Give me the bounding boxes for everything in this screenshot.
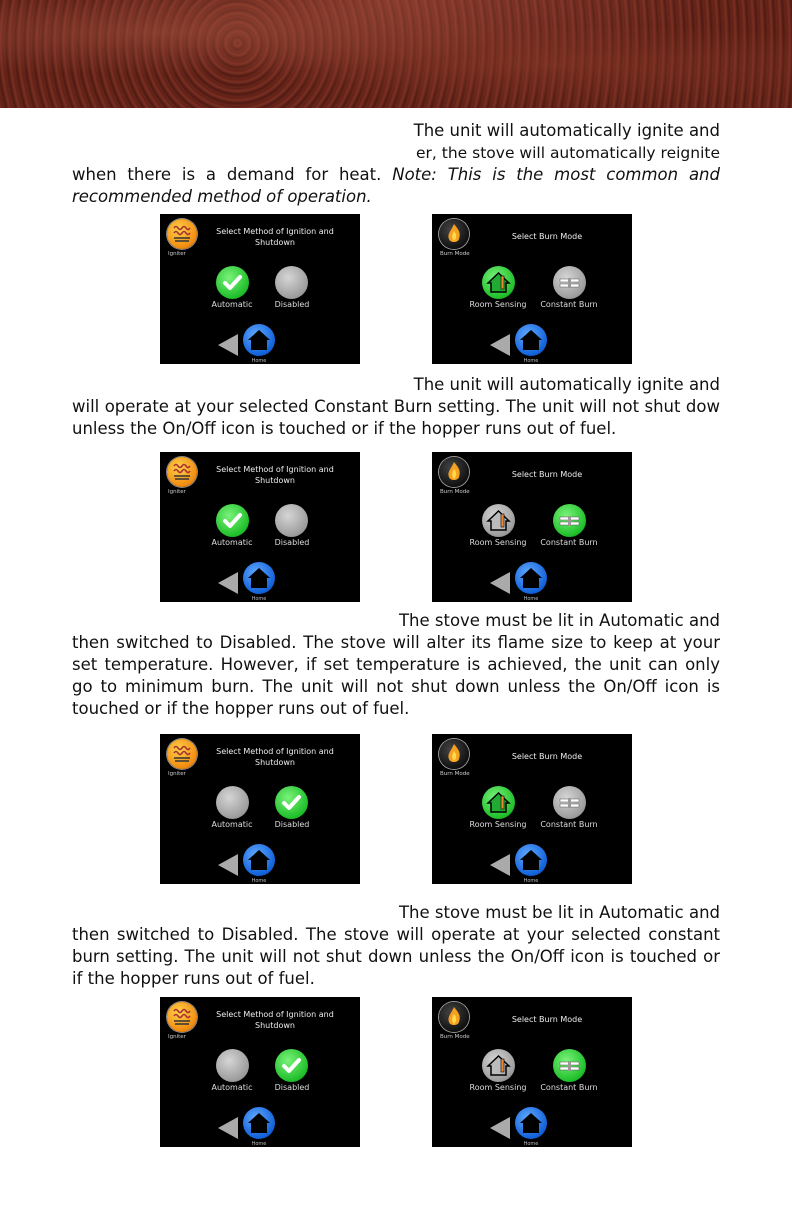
burn-mode-label: Burn Mode bbox=[440, 489, 470, 495]
section-1-line1: The unit will automatically ignite and bbox=[413, 121, 720, 140]
constant-burn-label: Constant Burn bbox=[540, 538, 598, 547]
section-1-note: Note: This is the most common and recommended method of operation. bbox=[72, 165, 720, 206]
burn-mode-icon[interactable] bbox=[439, 739, 469, 769]
section-1-body: when there is a demand for heat. bbox=[72, 165, 382, 184]
automatic-label: Automatic bbox=[211, 538, 253, 547]
disabled-button[interactable] bbox=[275, 504, 308, 537]
back-arrow-icon[interactable] bbox=[218, 854, 238, 876]
automatic-button[interactable] bbox=[216, 266, 249, 299]
section-1-line2: er, the stove will automatically reignite bbox=[416, 144, 720, 162]
section-3-line1: The stove must be lit in Automatic and bbox=[398, 611, 720, 630]
burn-mode-icon[interactable] bbox=[439, 1002, 469, 1032]
constant-burn-label: Constant Burn bbox=[540, 820, 598, 829]
igniter-screen bbox=[160, 734, 360, 884]
home-icon[interactable] bbox=[243, 324, 275, 356]
room-sensing-button[interactable] bbox=[482, 266, 515, 299]
home-icon[interactable] bbox=[243, 1107, 275, 1139]
igniter-label: Igniter bbox=[168, 771, 186, 777]
section-4-line1: The stove must be lit in Automatic and bbox=[398, 903, 720, 922]
automatic-button[interactable] bbox=[216, 1049, 249, 1082]
burn-mode-title: Select Burn Mode bbox=[511, 232, 583, 241]
igniter-icon[interactable] bbox=[167, 219, 197, 249]
room-sensing-button[interactable] bbox=[482, 1049, 515, 1082]
burn-mode-screen bbox=[432, 452, 632, 602]
igniter-label: Igniter bbox=[168, 1034, 186, 1040]
igniter-icon[interactable] bbox=[167, 1002, 197, 1032]
section-1-text bbox=[72, 120, 720, 208]
igniter-title: Select Method of Ignition and Shutdown bbox=[216, 1010, 334, 1030]
home-label: Home bbox=[251, 1141, 267, 1147]
igniter-title: Select Method of Ignition and Shutdown bbox=[216, 465, 334, 485]
constant-burn-label: Constant Burn bbox=[540, 300, 598, 309]
home-label: Home bbox=[523, 878, 539, 884]
disabled-button[interactable] bbox=[275, 266, 308, 299]
home-icon[interactable] bbox=[243, 562, 275, 594]
home-label: Home bbox=[523, 1141, 539, 1147]
room-sensing-button[interactable] bbox=[482, 504, 515, 537]
burn-mode-icon[interactable] bbox=[439, 457, 469, 487]
back-arrow-icon[interactable] bbox=[218, 572, 238, 594]
constant-burn-label: Constant Burn bbox=[540, 1083, 598, 1092]
disabled-label: Disabled bbox=[274, 820, 310, 829]
igniter-title: Select Method of Ignition and Shutdown bbox=[216, 227, 334, 247]
burn-mode-icon[interactable] bbox=[439, 219, 469, 249]
burn-mode-screen bbox=[432, 734, 632, 884]
burn-mode-title: Select Burn Mode bbox=[511, 752, 583, 761]
back-arrow-icon[interactable] bbox=[490, 572, 510, 594]
section-2-body: will operate at your selected Constant Burn setting. The unit will not shut dow unless the On/Off icon is touched or if the hopper runs out of fuel. bbox=[72, 397, 720, 438]
constant-burn-button[interactable] bbox=[553, 1049, 586, 1082]
automatic-button[interactable] bbox=[216, 504, 249, 537]
igniter-screen bbox=[160, 997, 360, 1147]
automatic-label: Automatic bbox=[211, 1083, 253, 1092]
igniter-label: Igniter bbox=[168, 489, 186, 495]
section-4-body: then switched to Disabled. The stove will operate at your selected constant burn setting. The unit will not shut down unless the On/Off icon is touched or if the hopper runs out of fuel. bbox=[72, 925, 720, 988]
room-sensing-label: Room Sensing bbox=[469, 538, 527, 547]
igniter-icon[interactable] bbox=[167, 739, 197, 769]
burn-mode-label: Burn Mode bbox=[440, 1034, 470, 1040]
section-4-text bbox=[72, 902, 720, 990]
back-arrow-icon[interactable] bbox=[490, 854, 510, 876]
home-icon[interactable] bbox=[515, 562, 547, 594]
igniter-label: Igniter bbox=[168, 251, 186, 257]
disabled-label: Disabled bbox=[274, 300, 310, 309]
home-icon[interactable] bbox=[515, 324, 547, 356]
leather-header-banner bbox=[0, 0, 792, 108]
back-arrow-icon[interactable] bbox=[490, 334, 510, 356]
automatic-label: Automatic bbox=[211, 300, 253, 309]
automatic-button[interactable] bbox=[216, 786, 249, 819]
home-icon[interactable] bbox=[515, 844, 547, 876]
home-icon[interactable] bbox=[515, 1107, 547, 1139]
burn-mode-title: Select Burn Mode bbox=[511, 1015, 583, 1024]
disabled-button[interactable] bbox=[275, 786, 308, 819]
constant-burn-button[interactable] bbox=[553, 266, 586, 299]
home-label: Home bbox=[523, 358, 539, 364]
home-label: Home bbox=[251, 358, 267, 364]
burn-mode-label: Burn Mode bbox=[440, 251, 470, 257]
burn-mode-screen bbox=[432, 214, 632, 364]
home-label: Home bbox=[251, 596, 267, 602]
section-3-text bbox=[72, 610, 720, 720]
back-arrow-icon[interactable] bbox=[218, 1117, 238, 1139]
room-sensing-label: Room Sensing bbox=[469, 820, 527, 829]
room-sensing-label: Room Sensing bbox=[469, 1083, 527, 1092]
section-3-body: then switched to Disabled. The stove will alter its flame size to keep at your set temperature. However, if set temperature is achieved, the unit can only go to minimum burn. The unit will not shut down unless the On/Off icon is touched or if the hopper runs out of fuel. bbox=[72, 633, 720, 718]
constant-burn-button[interactable] bbox=[553, 504, 586, 537]
back-arrow-icon[interactable] bbox=[218, 334, 238, 356]
section-2-line1: The unit will automatically ignite and bbox=[413, 375, 720, 394]
room-sensing-label: Room Sensing bbox=[469, 300, 527, 309]
igniter-icon[interactable] bbox=[167, 457, 197, 487]
disabled-button[interactable] bbox=[275, 1049, 308, 1082]
back-arrow-icon[interactable] bbox=[490, 1117, 510, 1139]
room-sensing-button[interactable] bbox=[482, 786, 515, 819]
burn-mode-label: Burn Mode bbox=[440, 771, 470, 777]
constant-burn-button[interactable] bbox=[553, 786, 586, 819]
section-2-text bbox=[72, 374, 720, 440]
disabled-label: Disabled bbox=[274, 1083, 310, 1092]
home-label: Home bbox=[251, 878, 267, 884]
burn-mode-screen bbox=[432, 997, 632, 1147]
home-icon[interactable] bbox=[243, 844, 275, 876]
burn-mode-title: Select Burn Mode bbox=[511, 470, 583, 479]
igniter-screen bbox=[160, 214, 360, 364]
automatic-label: Automatic bbox=[211, 820, 253, 829]
disabled-label: Disabled bbox=[274, 538, 310, 547]
igniter-title: Select Method of Ignition and Shutdown bbox=[216, 747, 334, 767]
home-label: Home bbox=[523, 596, 539, 602]
igniter-screen bbox=[160, 452, 360, 602]
